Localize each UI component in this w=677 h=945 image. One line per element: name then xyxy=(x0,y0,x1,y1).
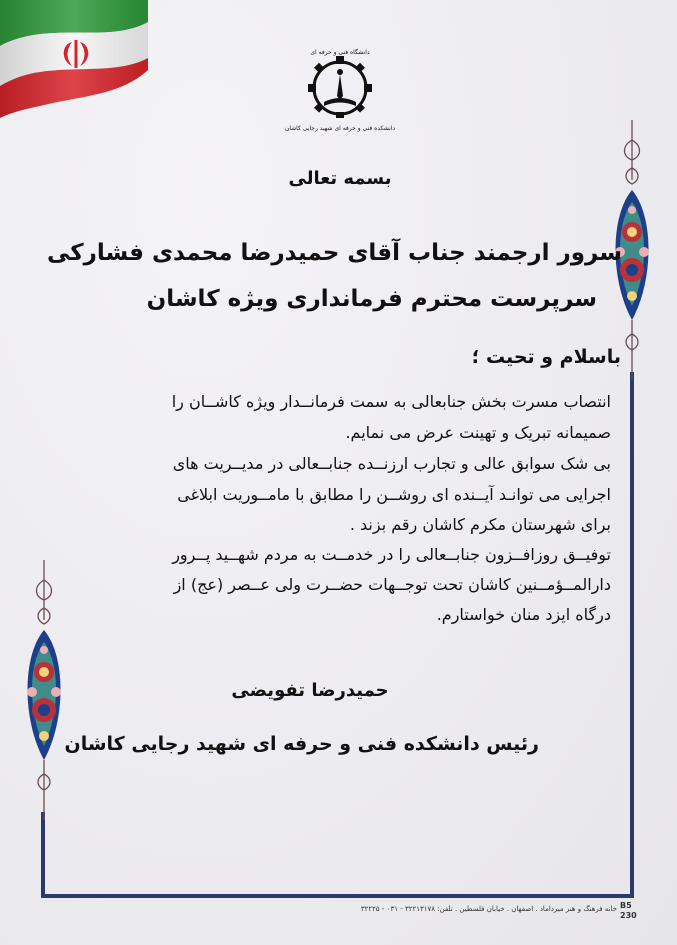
ornament-left xyxy=(16,560,72,820)
body-line: بی شک سوابق عالی و تجارب ارزنــده جنابــعالی در مدیــریت های xyxy=(172,454,611,473)
invocation-text: بسمه تعالی xyxy=(288,168,392,189)
frame-line-right xyxy=(630,372,634,898)
footer-page-number: 230 xyxy=(620,911,637,920)
body-line: اجرایی می توانـد آیــنده ای روشــن را مطابق با مامــوریت ابلاغی xyxy=(177,485,611,504)
body-line: انتصاب مسرت بخش جنابعالی به سمت فرمانــدار ویژه کاشــان را xyxy=(171,392,611,411)
iran-flag-image xyxy=(0,0,148,118)
university-logo xyxy=(284,44,396,134)
body-line: دارالمــؤمــنین کاشان تحت توجــهات حضــرت ولی عــصر (عج) از xyxy=(173,575,611,594)
footer-address: خانه فرهنگ و هنر میرداماد . اصفهان . خیابان فلسطین . تلفن: ۳۲۲۱۳۱۷۸ - ۰۳۱ - ۳۲۲۲۵ xyxy=(360,905,617,913)
greeting-text: باسلام و تحیت ؛ xyxy=(471,346,621,368)
recipient-title-line: سرپرست محترم فرمانداری ویژه کاشان xyxy=(146,286,597,312)
frame-line-left xyxy=(41,812,45,898)
svg-text:دانشگاه فنی و حرفه ای: دانشگاه فنی و حرفه ای xyxy=(310,49,370,56)
svg-text:دانشکده فنی و حرفه ای شهید رجا: دانشکده فنی و حرفه ای شهید رجایی کاشان xyxy=(284,125,396,132)
frame-line-bottom xyxy=(41,894,634,898)
recipient-name-line: سرور ارجمند جناب آقای حمیدرضا محمدی فشارکی xyxy=(46,240,622,266)
body-line: صمیمانه تبریک و تهینت عرض می نمایم. xyxy=(345,423,611,442)
signature-name: حمیدرضا تفویضی xyxy=(231,680,389,701)
signature-title: رئیس دانشکده فنی و حرفه ای شهید رجایی کاشان xyxy=(64,733,539,755)
body-line: توفیــق روزافــزون جنابــعالی را در خدمــت به مردم شهــید پــرور xyxy=(172,545,611,564)
body-line: درگاه ایزد منان خواستارم. xyxy=(436,605,611,624)
body-line: برای شهرستان مکرم کاشان رقم بزند . xyxy=(349,515,611,534)
footer-code: B5 xyxy=(620,901,632,910)
